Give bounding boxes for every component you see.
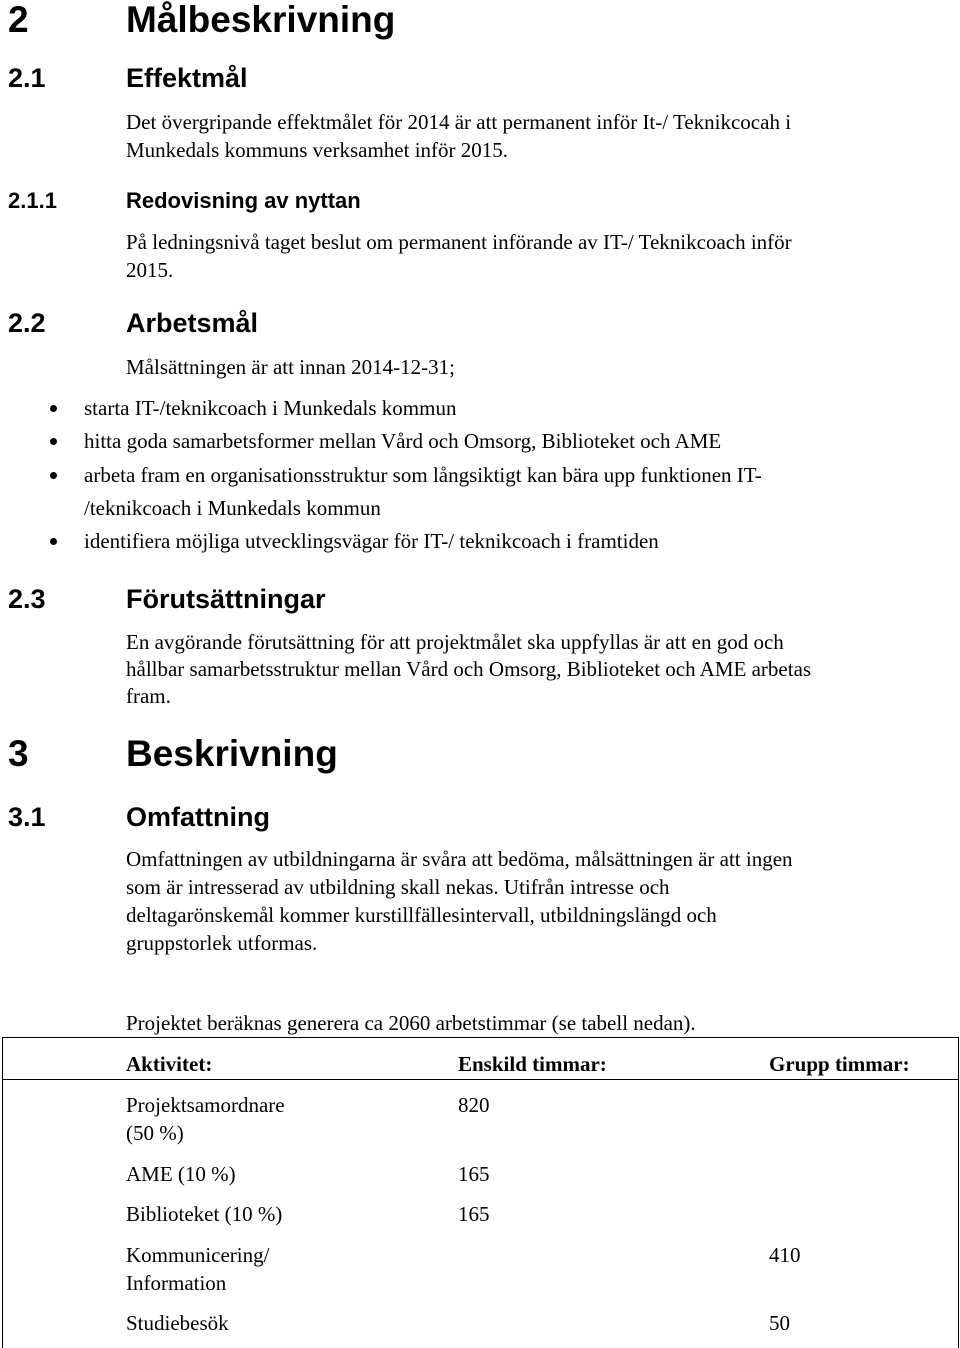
column-header-activity: Aktivitet: [126, 1052, 213, 1076]
heading-number: 2.3 [8, 584, 46, 614]
table-cell-activity: (50 %) [126, 1121, 184, 1145]
heading-number: 3 [8, 733, 29, 774]
heading-title: Omfattning [126, 802, 270, 832]
bullet-icon [50, 472, 57, 479]
list-item: identifiera möjliga utvecklingsvägar för IT-/ teknikcoach i framtiden [84, 529, 659, 553]
heading-title: Beskrivning [126, 733, 338, 774]
table-cell-enskild: 165 [458, 1162, 490, 1186]
heading-title: Redovisning av nyttan [126, 188, 361, 213]
table-cell-activity: AME (10 %) [126, 1162, 236, 1186]
bullet-icon [50, 405, 57, 412]
table-cell-activity: Information [126, 1271, 227, 1295]
paragraph-line: Det övergripande effektmålet för 2014 är att permanent inför It-/ Teknikcocah i [126, 110, 792, 134]
column-header-enskild: Enskild timmar: [458, 1052, 607, 1076]
table-divider [2, 1079, 958, 1080]
heading-title: Arbetsmål [126, 308, 259, 338]
list-item: starta IT-/teknikcoach i Munkedals kommun [84, 396, 457, 420]
paragraph-line: Munkedals kommuns verksamhet inför 2015. [126, 138, 509, 162]
list-item: arbeta fram en organisationsstruktur som långsiktigt kan bära upp funktionen IT- [84, 463, 762, 487]
bullet-icon [50, 438, 57, 445]
paragraph-line: som är intresserad av utbildning skall nekas. Utifrån intresse och [126, 875, 670, 899]
heading-number: 2 [8, 0, 29, 40]
heading-number: 2.2 [8, 308, 46, 338]
table-cell-activity: Biblioteket (10 %) [126, 1202, 283, 1226]
paragraph-line: En avgörande förutsättning för att projektmålet ska uppfyllas är att en god och [126, 630, 784, 654]
paragraph-line: fram. [126, 684, 171, 708]
heading-number: 3.1 [8, 802, 46, 832]
table-cell-grupp: 50 [769, 1311, 790, 1335]
table-cell-activity: Studiebesök [126, 1311, 229, 1335]
heading-title: Målbeskrivning [126, 0, 396, 40]
table-cell-enskild: 165 [458, 1202, 490, 1226]
table-cell-activity: Projektsamordnare [126, 1093, 285, 1117]
list-item-continuation: /teknikcoach i Munkedals kommun [84, 496, 381, 520]
paragraph-line: På ledningsnivå taget beslut om permanent införande av IT-/ Teknikcoach inför [126, 230, 792, 254]
heading-number: 2.1.1 [8, 188, 57, 213]
table-cell-activity: Kommunicering/ [126, 1243, 270, 1267]
table-cell-enskild: 820 [458, 1093, 490, 1117]
hours-table [2, 1037, 959, 1348]
paragraph-line: Omfattningen av utbildningarna är svåra att bedöma, målsättningen är att ingen [126, 847, 793, 871]
paragraph-line: 2015. [126, 258, 174, 282]
paragraph-line: hållbar samarbetsstruktur mellan Vård och Omsorg, Biblioteket och AME arbetas [126, 657, 812, 681]
bullet-icon [50, 538, 57, 545]
column-header-grupp: Grupp timmar: [769, 1052, 910, 1076]
table-intro: Projektet beräknas generera ca 2060 arbetstimmar (se tabell nedan). [126, 1011, 696, 1035]
list-item: hitta goda samarbetsformer mellan Vård och Omsorg, Biblioteket och AME [84, 429, 722, 453]
table-cell-grupp: 410 [769, 1243, 801, 1267]
paragraph-line: deltagarönskemål kommer kurstillfällesintervall, utbildningslängd och [126, 903, 717, 927]
paragraph-line: gruppstorlek utformas. [126, 931, 318, 955]
heading-title: Effektmål [126, 63, 248, 93]
heading-title: Förutsättningar [126, 584, 326, 614]
paragraph-line: Målsättningen är att innan 2014-12-31; [126, 355, 455, 379]
heading-number: 2.1 [8, 63, 46, 93]
